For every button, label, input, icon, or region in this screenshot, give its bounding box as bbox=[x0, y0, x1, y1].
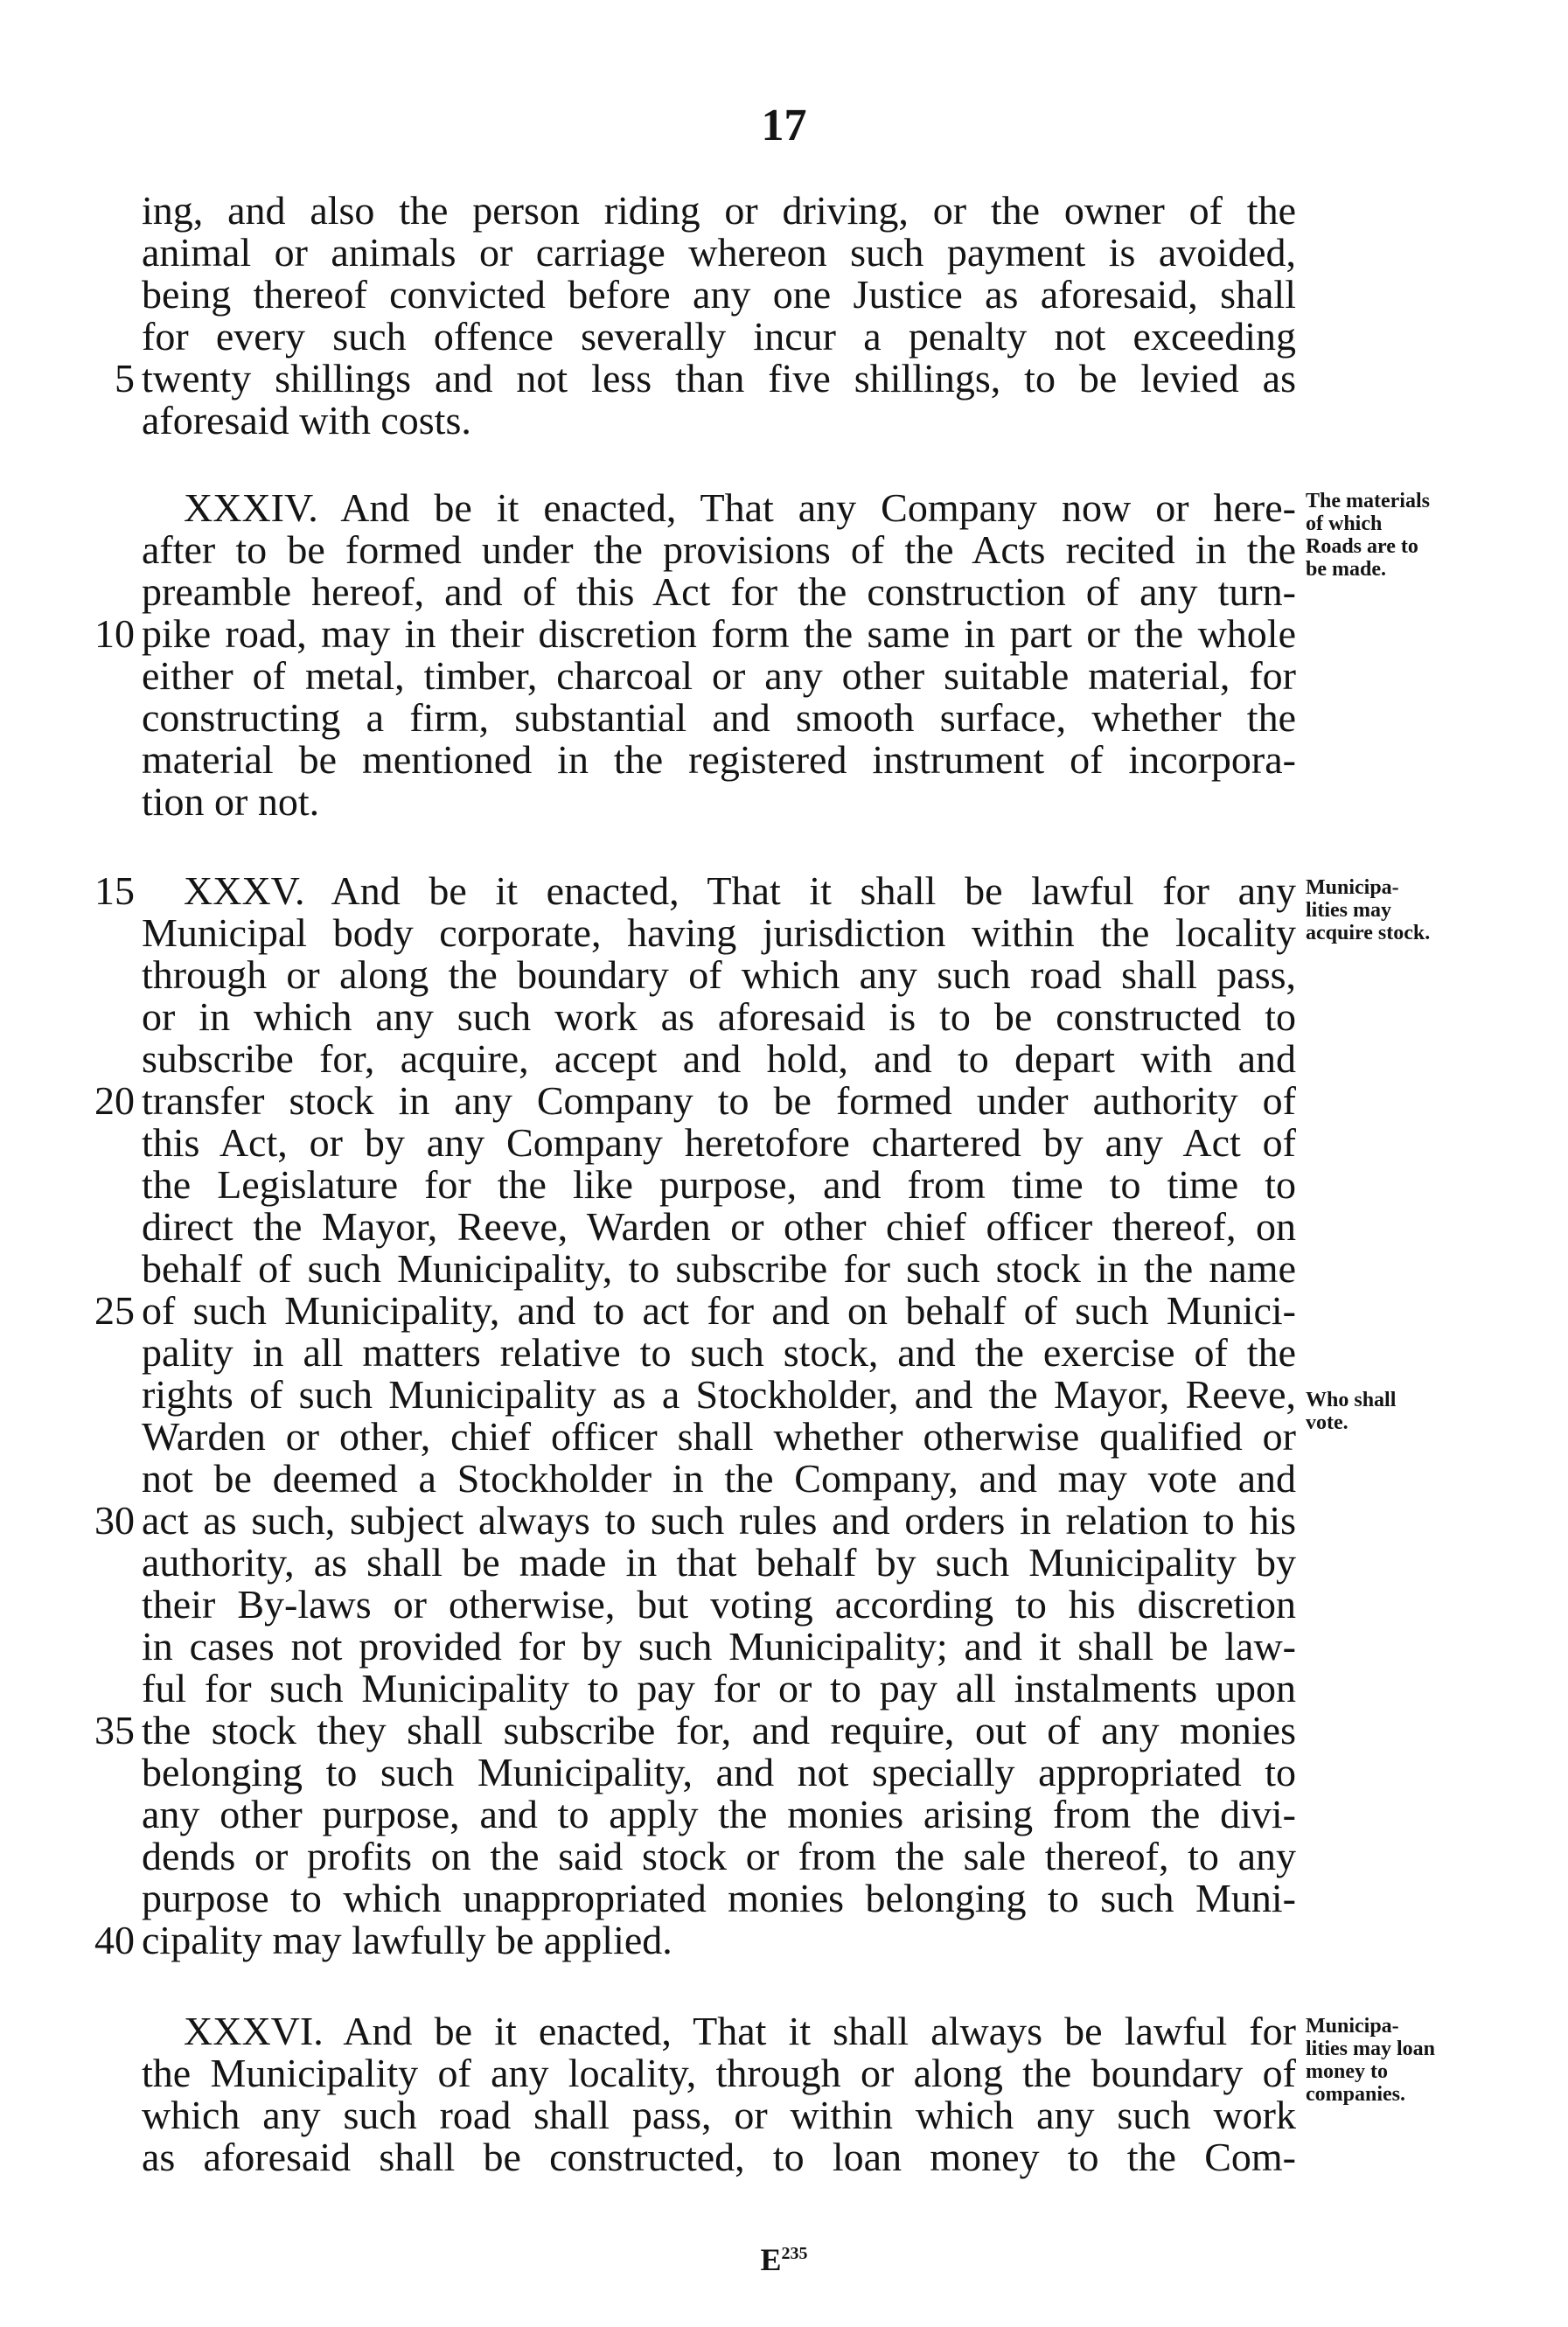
margin-note-line: Roads are to bbox=[1306, 535, 1418, 558]
line-number: 40 bbox=[94, 1918, 135, 1962]
text-line: authority, as shall be made in that behalf by such Municipality by bbox=[142, 1540, 1296, 1585]
line-number: 25 bbox=[94, 1288, 135, 1333]
signature-letter: E bbox=[760, 2242, 782, 2277]
text-line: XXXV. And be it enacted, That it shall be lawful for any bbox=[184, 868, 1296, 913]
text-line: being thereof convicted before any one Justice as aforesaid, shall bbox=[142, 272, 1296, 317]
line-number: 10 bbox=[94, 611, 135, 656]
signature-mark bbox=[0, 2236, 1568, 2277]
text-line: subscribe for, acquire, accept and hold, and to depart with and bbox=[142, 1036, 1296, 1081]
text-line: as aforesaid shall be constructed, to loan money to the Com- bbox=[142, 2135, 1296, 2179]
margin-note-line: lities may bbox=[1306, 899, 1391, 922]
line-number: 15 bbox=[94, 868, 135, 913]
margin-note-municipalities-loan bbox=[1306, 2015, 1507, 2106]
text-line: XXXIV. And be it enacted, That any Company now or here- bbox=[184, 485, 1296, 530]
text-line: dends or profits on the said stock or from the sale thereof, to any bbox=[142, 1834, 1296, 1878]
text-line: material be mentioned in the registered instrument of incorpora- bbox=[142, 737, 1296, 782]
margin-note-line: of which bbox=[1306, 512, 1383, 535]
text-line: ful for such Municipality to pay for or to pay all instalments upon bbox=[142, 1666, 1296, 1710]
signature-number: 235 bbox=[781, 2244, 808, 2263]
margin-note-who-shall-vote bbox=[1306, 1389, 1507, 1434]
text-line: of such Municipality, and to act for and on behalf of such Munici- bbox=[142, 1288, 1296, 1333]
text-line: animal or animals or carriage whereon such payment is avoided, bbox=[142, 230, 1296, 275]
text-line: constructing a firm, substantial and smooth surface, whether the bbox=[142, 695, 1296, 740]
text-line: after to be formed under the provisions of the Acts recited in the bbox=[142, 527, 1296, 572]
margin-note-materials bbox=[1306, 490, 1507, 581]
text-line: pike road, may in their discretion form the same in part or the whole bbox=[142, 611, 1296, 656]
line-number: 30 bbox=[94, 1498, 135, 1543]
margin-note-line: The materials bbox=[1306, 490, 1430, 512]
text-line: twenty shillings and not less than five shillings, to be levied as bbox=[142, 356, 1296, 401]
text-line: cipality may lawfully be applied. bbox=[142, 1918, 672, 1962]
text-line: XXXVI. And be it enacted, That it shall always be lawful for bbox=[184, 2009, 1296, 2053]
margin-note-line: companies. bbox=[1306, 2083, 1405, 2106]
margin-note-line: Municipa- bbox=[1306, 2015, 1399, 2038]
text-line: act as such, subject always to such rules and orders in relation to his bbox=[142, 1498, 1296, 1543]
margin-note-line: vote. bbox=[1306, 1411, 1348, 1434]
line-number: 35 bbox=[94, 1708, 135, 1752]
text-line: through or along the boundary of which any such road shall pass, bbox=[142, 952, 1296, 997]
text-line: Warden or other, chief officer shall whether otherwise qualified or bbox=[142, 1414, 1296, 1459]
text-line: preamble hereof, and of this Act for the construction of any turn- bbox=[142, 569, 1296, 614]
margin-note-line: be made. bbox=[1306, 558, 1386, 581]
text-line: tion or not. bbox=[142, 779, 320, 824]
text-line: the stock they shall subscribe for, and require, out of any monies bbox=[142, 1708, 1296, 1752]
text-line: this Act, or by any Company heretofore chartered by any Act of bbox=[142, 1120, 1296, 1165]
margin-note-municipalities-stock bbox=[1306, 876, 1507, 944]
text-line: Municipal body corporate, having jurisdiction within the locality bbox=[142, 910, 1296, 955]
text-line: behalf of such Municipality, to subscribe for such stock in the name bbox=[142, 1246, 1296, 1291]
margin-note-line: Who shall bbox=[1306, 1389, 1397, 1411]
text-line: in cases not provided for by such Municipality; and it shall be law- bbox=[142, 1624, 1296, 1669]
margin-note-line: Municipa- bbox=[1306, 876, 1399, 899]
text-line: transfer stock in any Company to be formed under authority of bbox=[142, 1078, 1296, 1123]
text-line: belonging to such Municipality, and not specially appropriated to bbox=[142, 1750, 1296, 1794]
line-number: 20 bbox=[94, 1078, 135, 1123]
page-number: 17 bbox=[761, 101, 807, 150]
text-line: the Municipality of any locality, through or along the boundary of bbox=[142, 2051, 1296, 2095]
margin-note-line: lities may loan bbox=[1306, 2038, 1435, 2060]
text-line: any other purpose, and to apply the monies arising from the divi- bbox=[142, 1792, 1296, 1836]
text-line: the Legislature for the like purpose, and from time to time to bbox=[142, 1162, 1296, 1207]
text-line: aforesaid with costs. bbox=[142, 398, 471, 442]
text-line: either of metal, timber, charcoal or any other suitable material, for bbox=[142, 653, 1296, 698]
text-line: rights of such Municipality as a Stockholder, and the Mayor, Reeve, bbox=[142, 1372, 1296, 1417]
margin-note-line: acquire stock. bbox=[1306, 922, 1431, 944]
line-number: 5 bbox=[115, 356, 135, 401]
text-line: purpose to which unappropriated monies belonging to such Muni- bbox=[142, 1876, 1296, 1920]
text-line: ing, and also the person riding or driving, or the owner of the bbox=[142, 188, 1296, 233]
text-line: direct the Mayor, Reeve, Warden or other chief officer thereof, on bbox=[142, 1204, 1296, 1249]
text-line: which any such road shall pass, or within which any such work bbox=[142, 2093, 1296, 2137]
text-line: pality in all matters relative to such stock, and the exercise of the bbox=[142, 1330, 1296, 1375]
text-line: or in which any such work as aforesaid is to be constructed to bbox=[142, 994, 1296, 1039]
text-line: not be deemed a Stockholder in the Company, and may vote and bbox=[142, 1456, 1296, 1501]
margin-note-line: money to bbox=[1306, 2060, 1388, 2083]
text-line: their By-laws or otherwise, but voting according to his discretion bbox=[142, 1582, 1296, 1627]
text-line: for every such offence severally incur a penalty not exceeding bbox=[142, 314, 1296, 359]
